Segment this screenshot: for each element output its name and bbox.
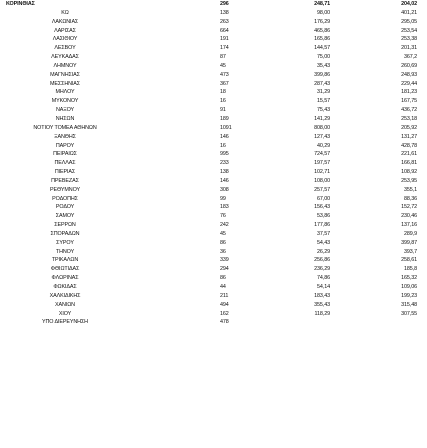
rate-value: 315,48 (401, 301, 417, 308)
average-value: 74,86 (317, 275, 330, 282)
table-row (0, 186, 427, 195)
region-name: ΠΡΕΒΕΖΑΣ (51, 177, 79, 184)
table-row (0, 142, 427, 151)
region-name: ΜΑΓΝΗΣΙΑΣ (50, 71, 80, 78)
table-row (0, 195, 427, 204)
region-name: ΠΕΛΛΑΣ (54, 160, 76, 167)
rate-value: 88,36 (404, 195, 417, 202)
rate-value: 401,21 (401, 9, 417, 16)
rate-value: 436,72 (401, 107, 417, 114)
region-name: ΜΥΚΟΝΟΥ (51, 98, 79, 105)
table-row (0, 230, 427, 239)
average-value: 31,29 (317, 89, 330, 96)
region-name: ΣΑΜΟΥ (55, 213, 75, 220)
region-name: ΤΗΝΟΥ (55, 248, 75, 255)
rate-value (360, 318, 417, 327)
rate-value: 295,05 (401, 18, 417, 25)
count-value: 86 (220, 275, 226, 282)
average-value: 156,43 (314, 204, 330, 211)
rate-value: 137,16 (401, 222, 417, 229)
average-value: 53,86 (317, 213, 330, 220)
table-row (0, 150, 427, 159)
region-name: ΡΟΔΟΠΗΣ (52, 195, 78, 202)
average-value: 197,57 (314, 160, 330, 167)
average-value: 165,86 (314, 36, 330, 43)
average-value: 355,43 (314, 301, 330, 308)
count-value: 242 (220, 222, 229, 229)
count-value: 294 (220, 266, 229, 273)
region-name: ΜΕΣΣΗΝΙΑΣ (49, 80, 81, 87)
average-value: 399,86 (314, 71, 330, 78)
count-value: 664 (220, 27, 229, 34)
average-value: 37,57 (317, 230, 330, 237)
rate-value: 221,61 (401, 151, 417, 158)
average-value: 256,86 (314, 257, 330, 264)
region-name: ΜΗΛΟΥ (55, 89, 75, 96)
table-row (0, 97, 427, 106)
rate-value: 248,93 (401, 71, 417, 78)
average-value: 177,86 (314, 222, 330, 229)
rate-value: 253,95 (401, 177, 417, 184)
region-name: ΛΕΣΒΟΥ (54, 45, 76, 52)
average-value: 724,57 (314, 151, 330, 158)
average-value: 75,00 (317, 54, 330, 61)
average-value: 54,43 (317, 239, 330, 246)
region-name: ΦΘΙΩΤΙΔΑΣ (50, 266, 80, 273)
average-value: 257,57 (314, 186, 330, 193)
region-name: ΧΑΛΚΙΔΙΚΗΣ (49, 292, 81, 299)
table-row (0, 27, 427, 36)
table-row (0, 62, 427, 71)
rate-value: 428,78 (401, 142, 417, 149)
region-name: ΞΑΝΘΗΣ (54, 133, 76, 140)
table-row (0, 168, 427, 177)
count-value: 367 (220, 80, 229, 87)
rate-value: 367,2 (404, 54, 417, 61)
region-name: ΦΛΩΡΙΝΑΣ (51, 275, 79, 282)
count-value: 174 (220, 45, 229, 52)
average-value: 118,29 (314, 310, 330, 317)
region-name: ΝΟΤΙΟΥ ΤΟΜΕΑ ΑΘΗΝΩΝ (33, 124, 97, 131)
table-row (0, 256, 427, 265)
table-row (0, 80, 427, 89)
rate-value: 258,61 (401, 257, 417, 264)
region-name: ΚΟΡΙΝΘΙΑΣ (6, 1, 35, 7)
table-row (0, 274, 427, 283)
table-row (0, 203, 427, 212)
table-row (0, 212, 427, 221)
table-row (0, 124, 427, 133)
count-value: 87 (220, 54, 226, 61)
count-value: 16 (220, 142, 226, 149)
table-row (0, 0, 427, 9)
region-name: ΛΑΡΙΣΑΣ (54, 27, 76, 34)
table-row (0, 133, 427, 142)
count-value: 263 (220, 18, 229, 25)
rate-value: 204,02 (401, 1, 417, 7)
count-value: 146 (220, 133, 229, 140)
count-value: 339 (220, 257, 229, 264)
rate-value: 230,46 (401, 213, 417, 220)
table-row (0, 115, 427, 124)
rate-value: 253,38 (401, 36, 417, 43)
count-value: 211 (220, 292, 229, 299)
rate-value: 399,87 (401, 239, 417, 246)
rate-value: 253,54 (401, 27, 417, 34)
region-name: ΠΑΡΟΥ (55, 142, 75, 149)
average-value: 40,29 (317, 142, 330, 149)
table-row (0, 71, 427, 80)
table-row (0, 159, 427, 168)
rate-value: 131,27 (401, 133, 417, 140)
count-value: 146 (220, 177, 229, 184)
region-name: ΛΑΚΩΝΙΑΣ (51, 18, 79, 25)
count-value: 473 (220, 71, 229, 78)
region-name: ΛΕΥΚΑΔΑΣ (51, 54, 79, 61)
rate-value: 201,31 (401, 45, 417, 52)
count-value: 138 (220, 9, 229, 16)
table-row (0, 292, 427, 301)
count-value: 138 (220, 169, 229, 176)
rate-value: 185,8 (404, 266, 417, 273)
rate-value: 181,23 (401, 89, 417, 96)
rate-value: 355,1 (404, 186, 417, 193)
count-value: 233 (220, 160, 229, 167)
region-name: ΚΩ (61, 9, 69, 16)
count-value: 86 (220, 239, 226, 246)
region-name: ΠΙΕΡΙΑΣ (54, 169, 76, 176)
table-row (0, 44, 427, 53)
average-value: 287,43 (314, 80, 330, 87)
rate-value: 229,44 (401, 80, 417, 87)
rate-value: 260,69 (401, 62, 417, 69)
rate-value: 205,92 (401, 124, 417, 131)
table-row (0, 239, 427, 248)
region-name: ΦΩΚΙΔΑΣ (53, 284, 77, 290)
rate-value: 152,72 (401, 204, 417, 211)
count-value: 995 (220, 151, 229, 158)
region-name: ΣΠΟΡΑΔΩΝ (50, 230, 80, 237)
region-name: ΝΗΣΩΝ (55, 115, 75, 122)
region-name: ΥΠΟ ΔΙΕΡΕΥΝΗΣΗ (42, 319, 88, 326)
count-value: 183 (220, 204, 229, 211)
region-name: ΧΙΟΥ (58, 310, 72, 317)
table-row (0, 177, 427, 186)
average-value: 26,29 (317, 248, 330, 255)
region-name: ΝΑΞΟΥ (55, 107, 75, 114)
rate-value: 289,9 (404, 230, 417, 237)
count-value: 16 (220, 98, 226, 105)
count-value: 191 (220, 36, 229, 43)
rate-value: 199,23 (401, 292, 417, 299)
region-name: ΛΑΣΙΘΙΟΥ (52, 36, 78, 43)
count-value: 1091 (220, 124, 232, 131)
region-name: ΣΥΡΟΥ (56, 239, 74, 246)
count-value: 308 (220, 186, 229, 193)
rate-value: 108,92 (401, 169, 417, 176)
average-value: 236,29 (314, 266, 330, 273)
rate-value: 307,55 (401, 310, 417, 317)
table-row (0, 301, 427, 310)
region-name: ΡΟΔΟΥ (55, 204, 75, 211)
count-value: 45 (220, 230, 226, 237)
region-name: ΠΕΙΡΑΙΩΣ (53, 151, 77, 158)
average-value: 465,86 (314, 27, 330, 34)
average-value: 102,71 (314, 169, 330, 176)
count-value: 478 (220, 319, 229, 326)
region-name: ΣΕΡΡΩΝ (54, 222, 76, 229)
count-value: 296 (220, 1, 229, 7)
count-value: 76 (220, 213, 226, 220)
count-value: 45 (220, 62, 226, 69)
table-row (0, 248, 427, 257)
count-value: 494 (220, 301, 229, 308)
average-value: 127,43 (314, 133, 330, 140)
average-value: 144,57 (314, 45, 330, 52)
count-value: 91 (220, 107, 226, 114)
average-value: 808,00 (314, 124, 330, 131)
average-value (270, 318, 330, 327)
table-row (0, 283, 427, 292)
count-value: 36 (220, 248, 226, 255)
table-row (0, 310, 427, 319)
count-value: 189 (220, 115, 229, 122)
average-value: 54,14 (317, 284, 330, 290)
table-row (0, 35, 427, 44)
table-row (0, 318, 427, 327)
average-value: 141,29 (314, 115, 330, 122)
rate-value: 253,18 (401, 115, 417, 122)
average-value: 67,00 (317, 195, 330, 202)
rate-value: 166,81 (401, 160, 417, 167)
rate-value: 165,32 (401, 275, 417, 282)
table-row (0, 18, 427, 27)
count-value: 162 (220, 310, 229, 317)
rate-value: 109,06 (401, 284, 417, 290)
count-value: 44 (220, 284, 226, 290)
table-row (0, 53, 427, 62)
rate-value: 393,7 (404, 248, 417, 255)
average-value: 108,00 (314, 177, 330, 184)
table-row (0, 88, 427, 97)
average-value: 35,43 (317, 62, 330, 69)
average-value: 183,43 (314, 292, 330, 299)
average-value: 15,57 (317, 98, 330, 105)
average-value: 98,00 (317, 9, 330, 16)
average-value: 176,29 (314, 18, 330, 25)
region-name: ΤΡΙΚΑΛΩΝ (51, 257, 79, 264)
region-name: ΡΕΘΥΜΝΟΥ (49, 186, 80, 193)
table-row (0, 9, 427, 18)
table-row (0, 221, 427, 230)
average-value: 75,43 (317, 107, 330, 114)
table-row (0, 106, 427, 115)
count-value: 99 (220, 195, 226, 202)
table-row (0, 265, 427, 274)
average-value: 248,71 (314, 1, 330, 7)
count-value: 18 (220, 89, 226, 96)
region-name: ΧΑΝΙΩΝ (55, 301, 75, 308)
rate-value: 167,75 (401, 98, 417, 105)
region-name: ΛΗΜΝΟΥ (53, 62, 77, 69)
